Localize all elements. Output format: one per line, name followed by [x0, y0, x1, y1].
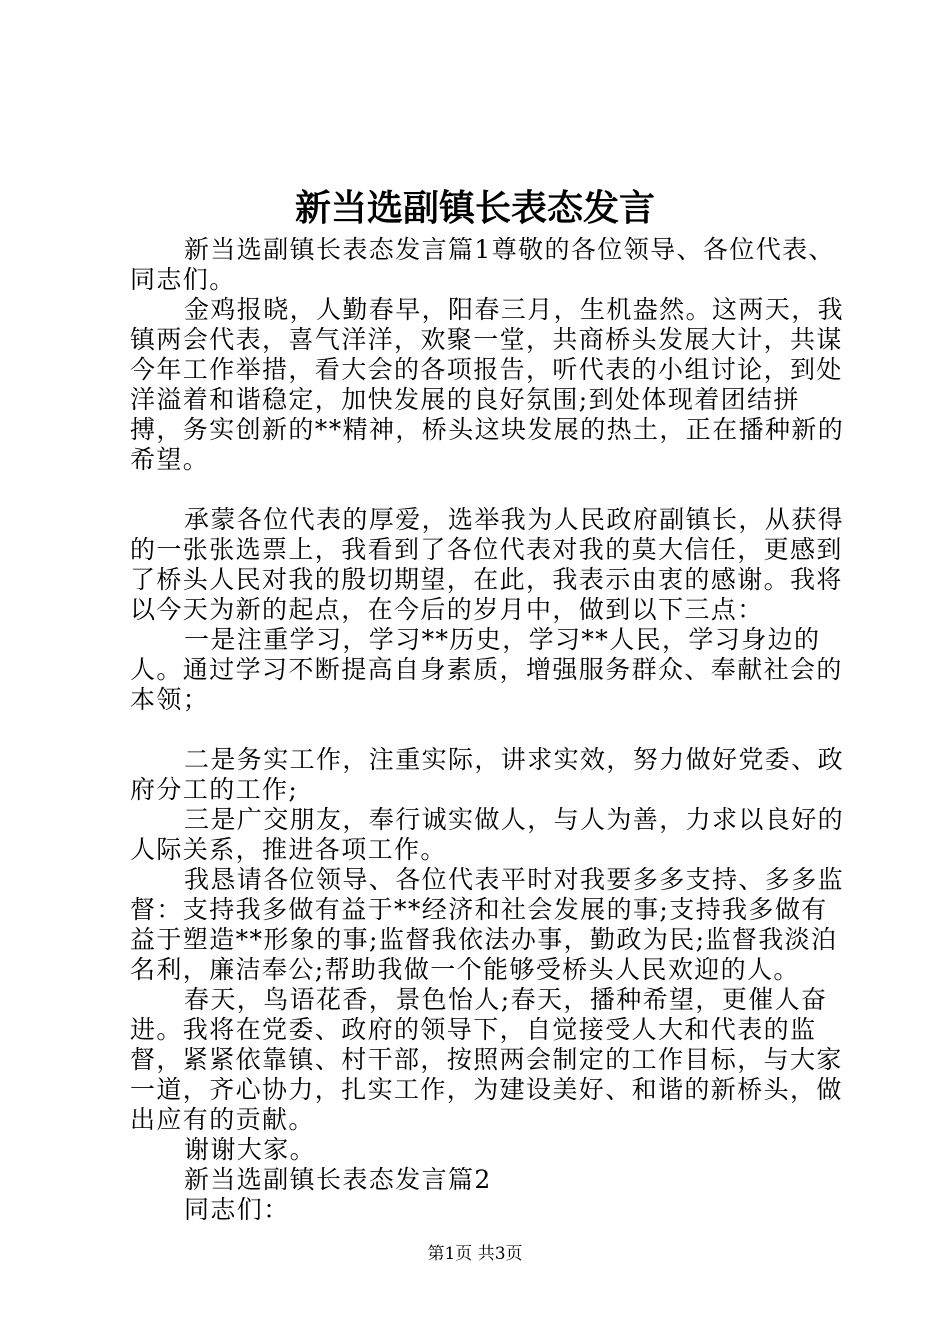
paragraph: 一是注重学习，学习**历史，学习**人民，学习身边的人。通过学习不断提高自身素质，增强服务群众、奉献社会的本领；: [130, 625, 843, 714]
paragraph: 新当选副镇长表态发言篇2: [184, 1165, 492, 1194]
paragraph: 金鸡报晓，人勤春早，阳春三月，生机盎然。这两天，我镇两会代表，喜气洋洋，欢聚一堂，共商桥头发展大计，共谋今年工作举措，看大会的各项报告，听代表的小组讨论，到处洋溢着和谐稳定，加快发展的良好氛围;到处体现着团结拼搏，务实创新的**精神，桥头这块发展的热土，正在播种新的希望。: [130, 295, 845, 474]
paragraph: 二是务实工作，注重实际，讲求实效，努力做好党委、政府分工的工作;: [130, 745, 845, 804]
document-title: 新当选副镇长表态发言: [294, 187, 655, 229]
document-body: [130, 235, 850, 1225]
paragraph: 承蒙各位代表的厚爱，选举我为人民政府副镇长，从获得的一张张选票上，我看到了各位代表对我的莫大信任，更感到了桥头人民对我的殷切期望，在此，我表示由衷的感谢。我将以今天为新的起点，在今后的岁月中，做到以下三点：: [130, 505, 845, 624]
paragraph: 新当选副镇长表态发言篇1尊敬的各位领导、各位代表、同志们。: [130, 235, 835, 294]
paragraph: 春天，鸟语花香，景色怡人;春天，播种希望，更催人奋进。我将在党委、政府的领导下，自觉接受人大和代表的监督，紧紧依靠镇、村干部，按照两会制定的工作目标，与大家一道，齐心协力，扎实工作，为建设美好、和谐的新桥头，做出应有的贡献。: [130, 985, 843, 1134]
page-footer: 第1页 共3页: [427, 1244, 523, 1264]
paragraph: 谢谢大家。: [184, 1135, 317, 1164]
paragraph: 三是广交朋友，奉行诚实做人，与人为善，力求以良好的人际关系，推进各项工作。: [130, 805, 845, 864]
paragraph: 同志们：: [184, 1195, 290, 1224]
paragraph: 我恳请各位领导、各位代表平时对我要多多支持、多多监督：支持我多做有益于**经济和社会发展的事;支持我多做有益于塑造**形象的事;监督我依法办事，勤政为民;监督我淡泊名利，廉洁奉公;帮助我做一个能够受桥头人民欢迎的人。: [130, 865, 845, 984]
